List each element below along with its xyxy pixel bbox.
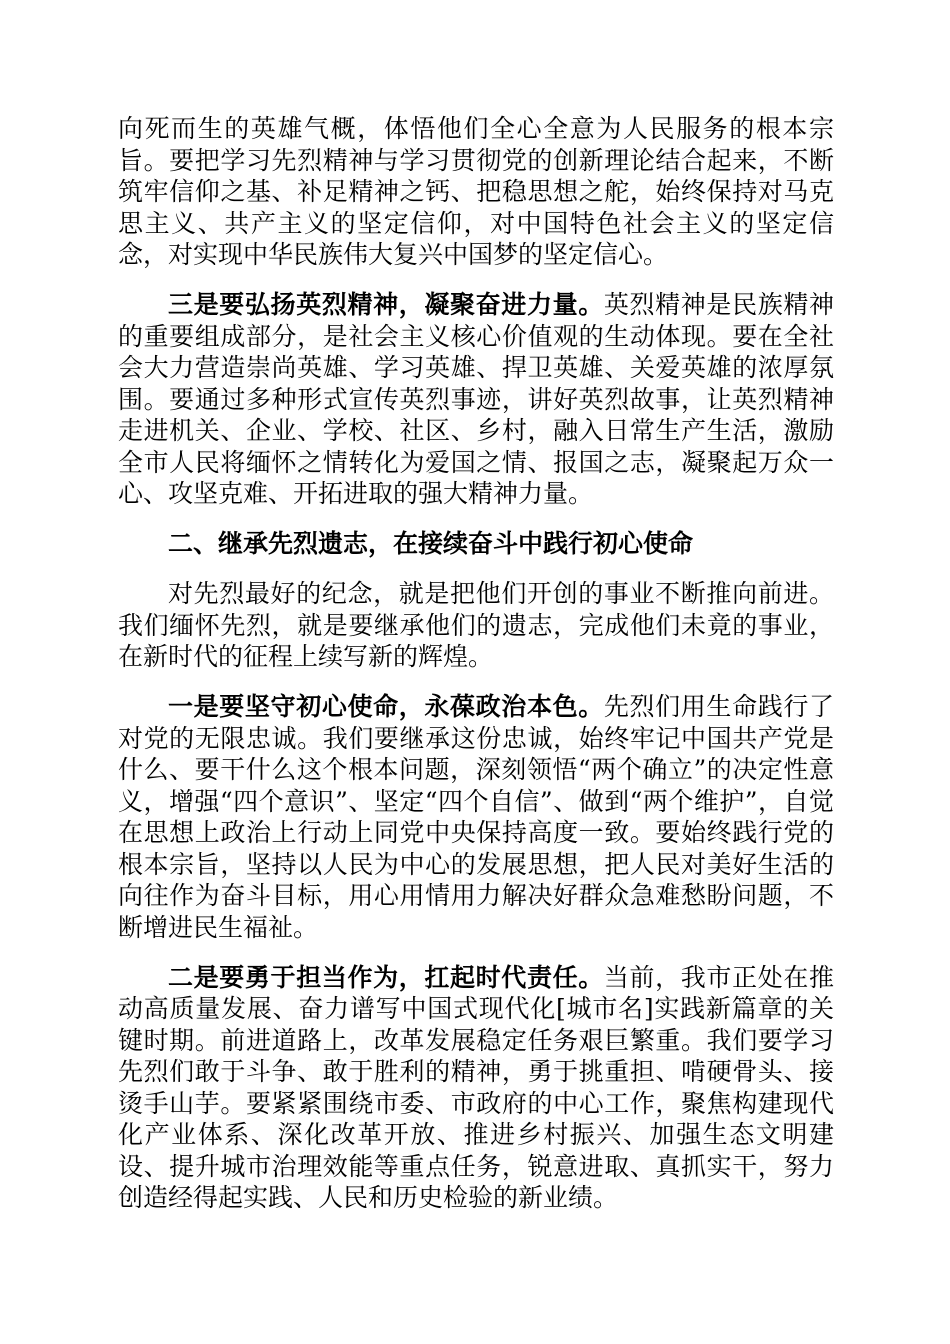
paragraph-lead: 一是要坚守初心使命，永葆政治本色。 [168,692,604,721]
section-heading-2: 二、继承先烈遗志，在接续奋斗中践行初心使命 [168,529,694,558]
paragraph-text: 当前，我市正处在推动高质量发展、奋力谱写中国式现代化[城市名]实践新篇章的关键时期。前进道路上，改革发展稳定任务艰巨繁重。我们要学习先烈们敢于斗争、敢于胜利的精神，勇于挑重担、啃硬骨头、接烫手山芋。要紧紧围绕市委、市政府的中心工作，聚焦构建现代化产业体系、深化改革开放、推进乡村振兴、加强生态文明建设、提升城市治理效能等重点任务，锐意进取、真抓实干，努力创造经得起实践、人民和历史检验的新业绩。 [118,962,834,1212]
paragraph-responsibility [118,962,834,1214]
paragraph-intro [118,578,834,673]
paragraph-text: 向死而生的英雄气概，体悟他们全心全意为人民服务的根本宗旨。要把学习先烈精神与学习贯彻党的创新理论结合起来，不断筑牢信仰之基、补足精神之钙、把稳思想之舵，始终保持对马克思主义、共产主义的坚定信仰，对中国特色社会主义的坚定信念，对实现中华民族伟大复兴中国梦的坚定信心。 [118,114,834,269]
document-page [118,113,834,1232]
paragraph-text: 先烈们用生命践行了对党的无限忠诚。我们要继承这份忠诚，始终牢记中国共产党是什么、要干什么这个根本问题，深刻领悟“两个确立”的决定性意义，增强“四个意识”、坚定“四个自信”、做到“两个维护”，自觉在思想上政治上行动上同党中央保持高度一致。要始终践行党的根本宗旨，坚持以人民为中心的发展思想，把人民对美好生活的向往作为奋斗目标，用心用情用力解决好群众急难愁盼问题，不断增进民生福祉。 [118,692,834,942]
paragraph-text: 对先烈最好的纪念，就是把他们开创的事业不断推向前进。我们缅怀先烈，就是要继承他们的遗志，完成他们未竟的事业，在新时代的征程上续写新的辉煌。 [118,579,834,671]
paragraph-text: 英烈精神是民族精神的重要组成部分，是社会主义核心价值观的生动体现。要在全社会大力营造崇尚英雄、学习英雄、捍卫英雄、关爱英雄的浓厚氛围。要通过多种形式宣传英烈事迹，讲好英烈故事，让英烈精神走进机关、企业、学校、社区、乡村，融入日常生产生活，激励全市人民将缅怀之情转化为爱国之情、报国之志，凝聚起万众一心、攻坚克难、开拓进取的强大精神力量。 [118,290,834,508]
paragraph-mission [118,691,834,943]
paragraph-spirit [118,289,834,510]
paragraph-continuation [118,113,834,271]
paragraph-lead: 三是要弘扬英烈精神，凝聚奋进力量。 [168,290,604,319]
paragraph-lead: 二是要勇于担当作为，扛起时代责任。 [168,962,604,992]
